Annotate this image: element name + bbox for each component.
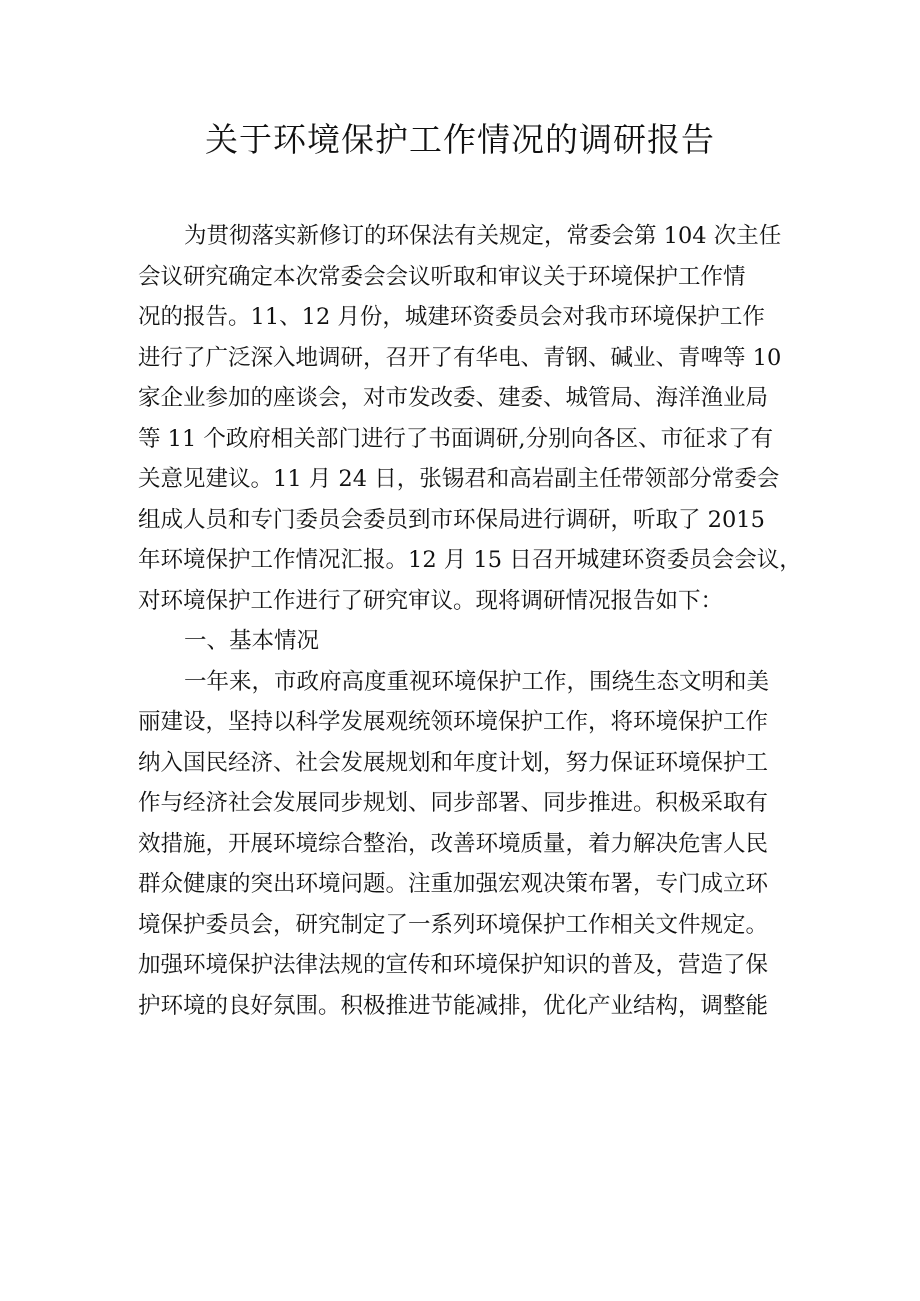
paragraph-line: 一年来，市政府高度重视环境保护工作，围绕生态文明和美 (184, 668, 770, 695)
section-heading: 一、基本情况 (184, 628, 320, 654)
document-body (138, 216, 800, 1026)
paragraph-line: 况的报告。11、12 月份，城建环资委员会对我市环境保护工作 (138, 304, 765, 330)
document-title: 关于环境保护工作情况的调研报告 (205, 120, 715, 159)
paragraph-line: 会议研究确定本次常委会会议听取和审议关于环境保护工作情 (138, 263, 746, 290)
paragraph-line: 丽建设，坚持以科学发展观统领环境保护工作，将环境保护工作 (138, 709, 769, 735)
paragraph-line: 对环境保护工作进行了研究审议。现将调研情况报告如下： (138, 587, 724, 614)
paragraph-line: 加强环境保护法律法规的宣传和环境保护知识的普及，营造了保 (138, 952, 769, 978)
paragraph-line: 纳入国民经济、社会发展规划和年度计划，努力保证环境保护工 (138, 749, 769, 776)
paragraph-line: 群众健康的突出环境问题。注重加强宏观决策布署，专门成立环 (138, 871, 769, 897)
paragraph-line: 效措施，开展环境综合整治，改善环境质量，着力解决危害人民 (138, 830, 769, 857)
paragraph-line: 年环境保护工作情况汇报。12 月 15 日召开城建环资委员会会议， (138, 547, 802, 573)
paragraph-line: 护环境的良好氛围。积极推进节能减排，优化产业结构，调整能 (138, 992, 769, 1019)
paragraph-line: 境保护委员会，研究制定了一系列环境保护工作相关文件规定。 (138, 911, 769, 938)
paragraph-line: 关意见建议。11 月 24 日，张锡君和高岩副主任带领部分常委会 (138, 466, 780, 492)
paragraph-line: 为贯彻落实新修订的环保法有关规定，常委会第 104 次主任 (184, 223, 782, 249)
paragraph-line: 进行了广泛深入地调研，召开了有华电、青钢、碱业、青啤等 10 (138, 344, 782, 371)
paragraph-line: 作与经济社会发展同步规划、同步部署、同步推进。积极采取有 (138, 790, 769, 816)
paragraph-line: 家企业参加的座谈会，对市发改委、建委、城管局、海洋渔业局 (138, 385, 769, 411)
paragraph-line: 组成人员和专门委员会委员到市环保局进行调研，听取了 2015 (138, 506, 765, 533)
paragraph-line: 等 11 个政府相关部门进行了书面调研,分别向各区、市征求了有 (138, 425, 774, 452)
